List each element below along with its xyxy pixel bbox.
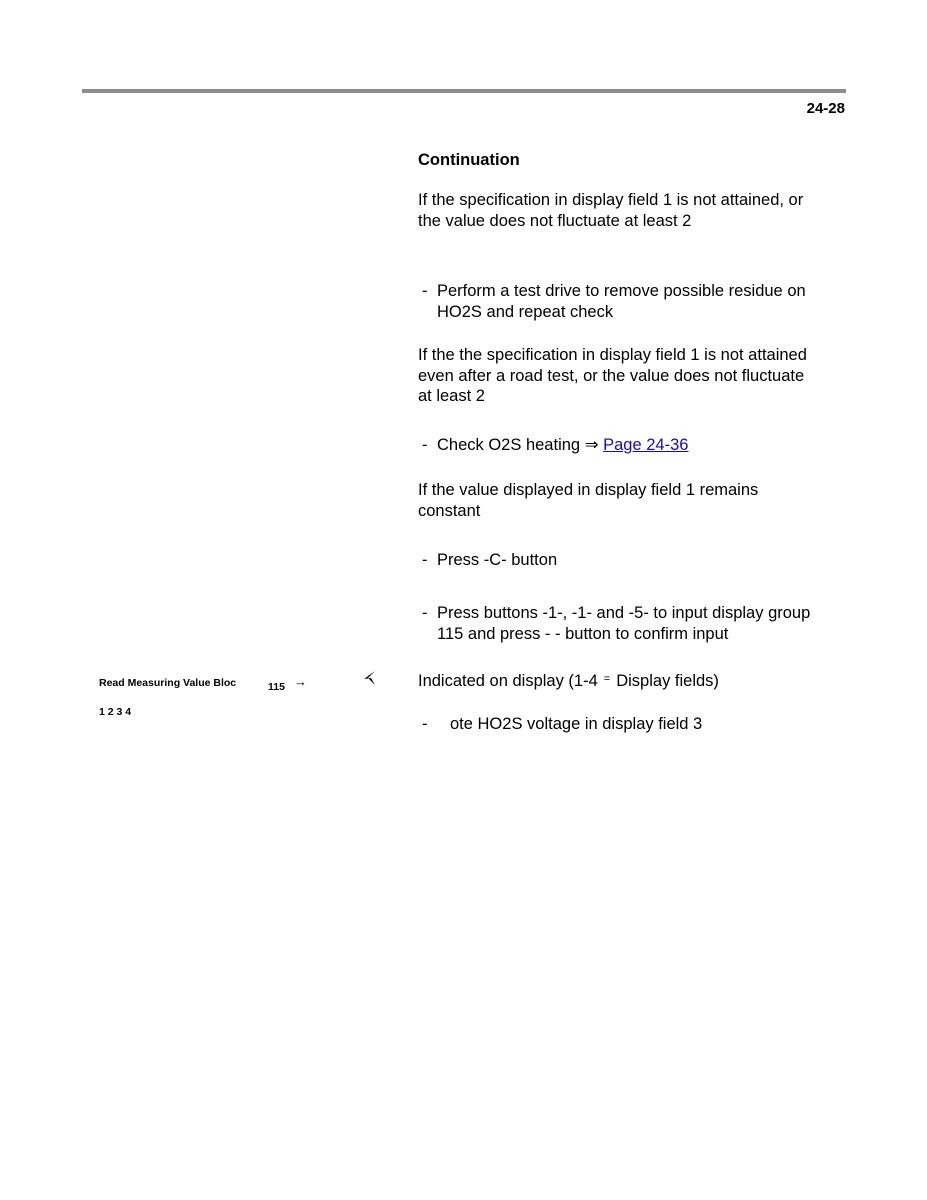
chevron-pointer-icon	[362, 670, 378, 686]
indicated-on-display	[418, 669, 833, 692]
step-test-drive	[422, 281, 832, 322]
equals-sign: =	[603, 673, 611, 685]
step-text: Press buttons -1-, -1- and -5- to input display group 115 and press - - button to confirm input	[437, 604, 811, 643]
header-rule	[82, 89, 846, 93]
indicated-prefix: Indicated on display (1-4	[418, 672, 598, 690]
display-fields: 1 2 3 4	[99, 706, 132, 718]
step-text: Perform a test drive to remove possible residue on HO2S and repeat check	[437, 282, 806, 321]
section-heading: Continuation	[418, 151, 520, 169]
step-text: Check O2S heating	[437, 436, 581, 454]
paragraph-spec-not-attained: If the specification in display field 1 is not attained, or the value does not fluctuate at least 2	[418, 191, 804, 230]
page-link[interactable]: Page 24-36	[603, 436, 689, 454]
step-note-voltage	[422, 714, 832, 735]
step-dash: -	[422, 715, 428, 733]
double-arrow-icon: ⇒	[584, 436, 599, 454]
step-dash: -	[422, 604, 428, 622]
step-check-heating	[422, 435, 832, 456]
step-dash: -	[422, 282, 428, 300]
step-text: Press -C- button	[437, 551, 558, 569]
step-dash: -	[422, 551, 428, 569]
right-arrow-icon: →	[294, 674, 307, 689]
display-title: Read Measuring Value Bloc	[99, 677, 237, 689]
display-group-number: 115	[268, 681, 285, 693]
step-input-group	[422, 603, 832, 644]
step-text: ote HO2S voltage in display field 3	[450, 715, 703, 733]
page-number: 24-28	[806, 100, 845, 117]
step-text-wrapper	[422, 435, 832, 456]
paragraph-value-constant: If the value displayed in display field 1 remains constant	[418, 481, 759, 520]
step-dash: -	[422, 436, 428, 454]
paragraph-after-road-test: If the the specification in display field 1 is not attained even after a road test, or the value does not fluctuate at least 2	[418, 346, 807, 405]
step-press-c	[422, 550, 832, 571]
indicated-suffix: Display fields)	[616, 672, 719, 690]
